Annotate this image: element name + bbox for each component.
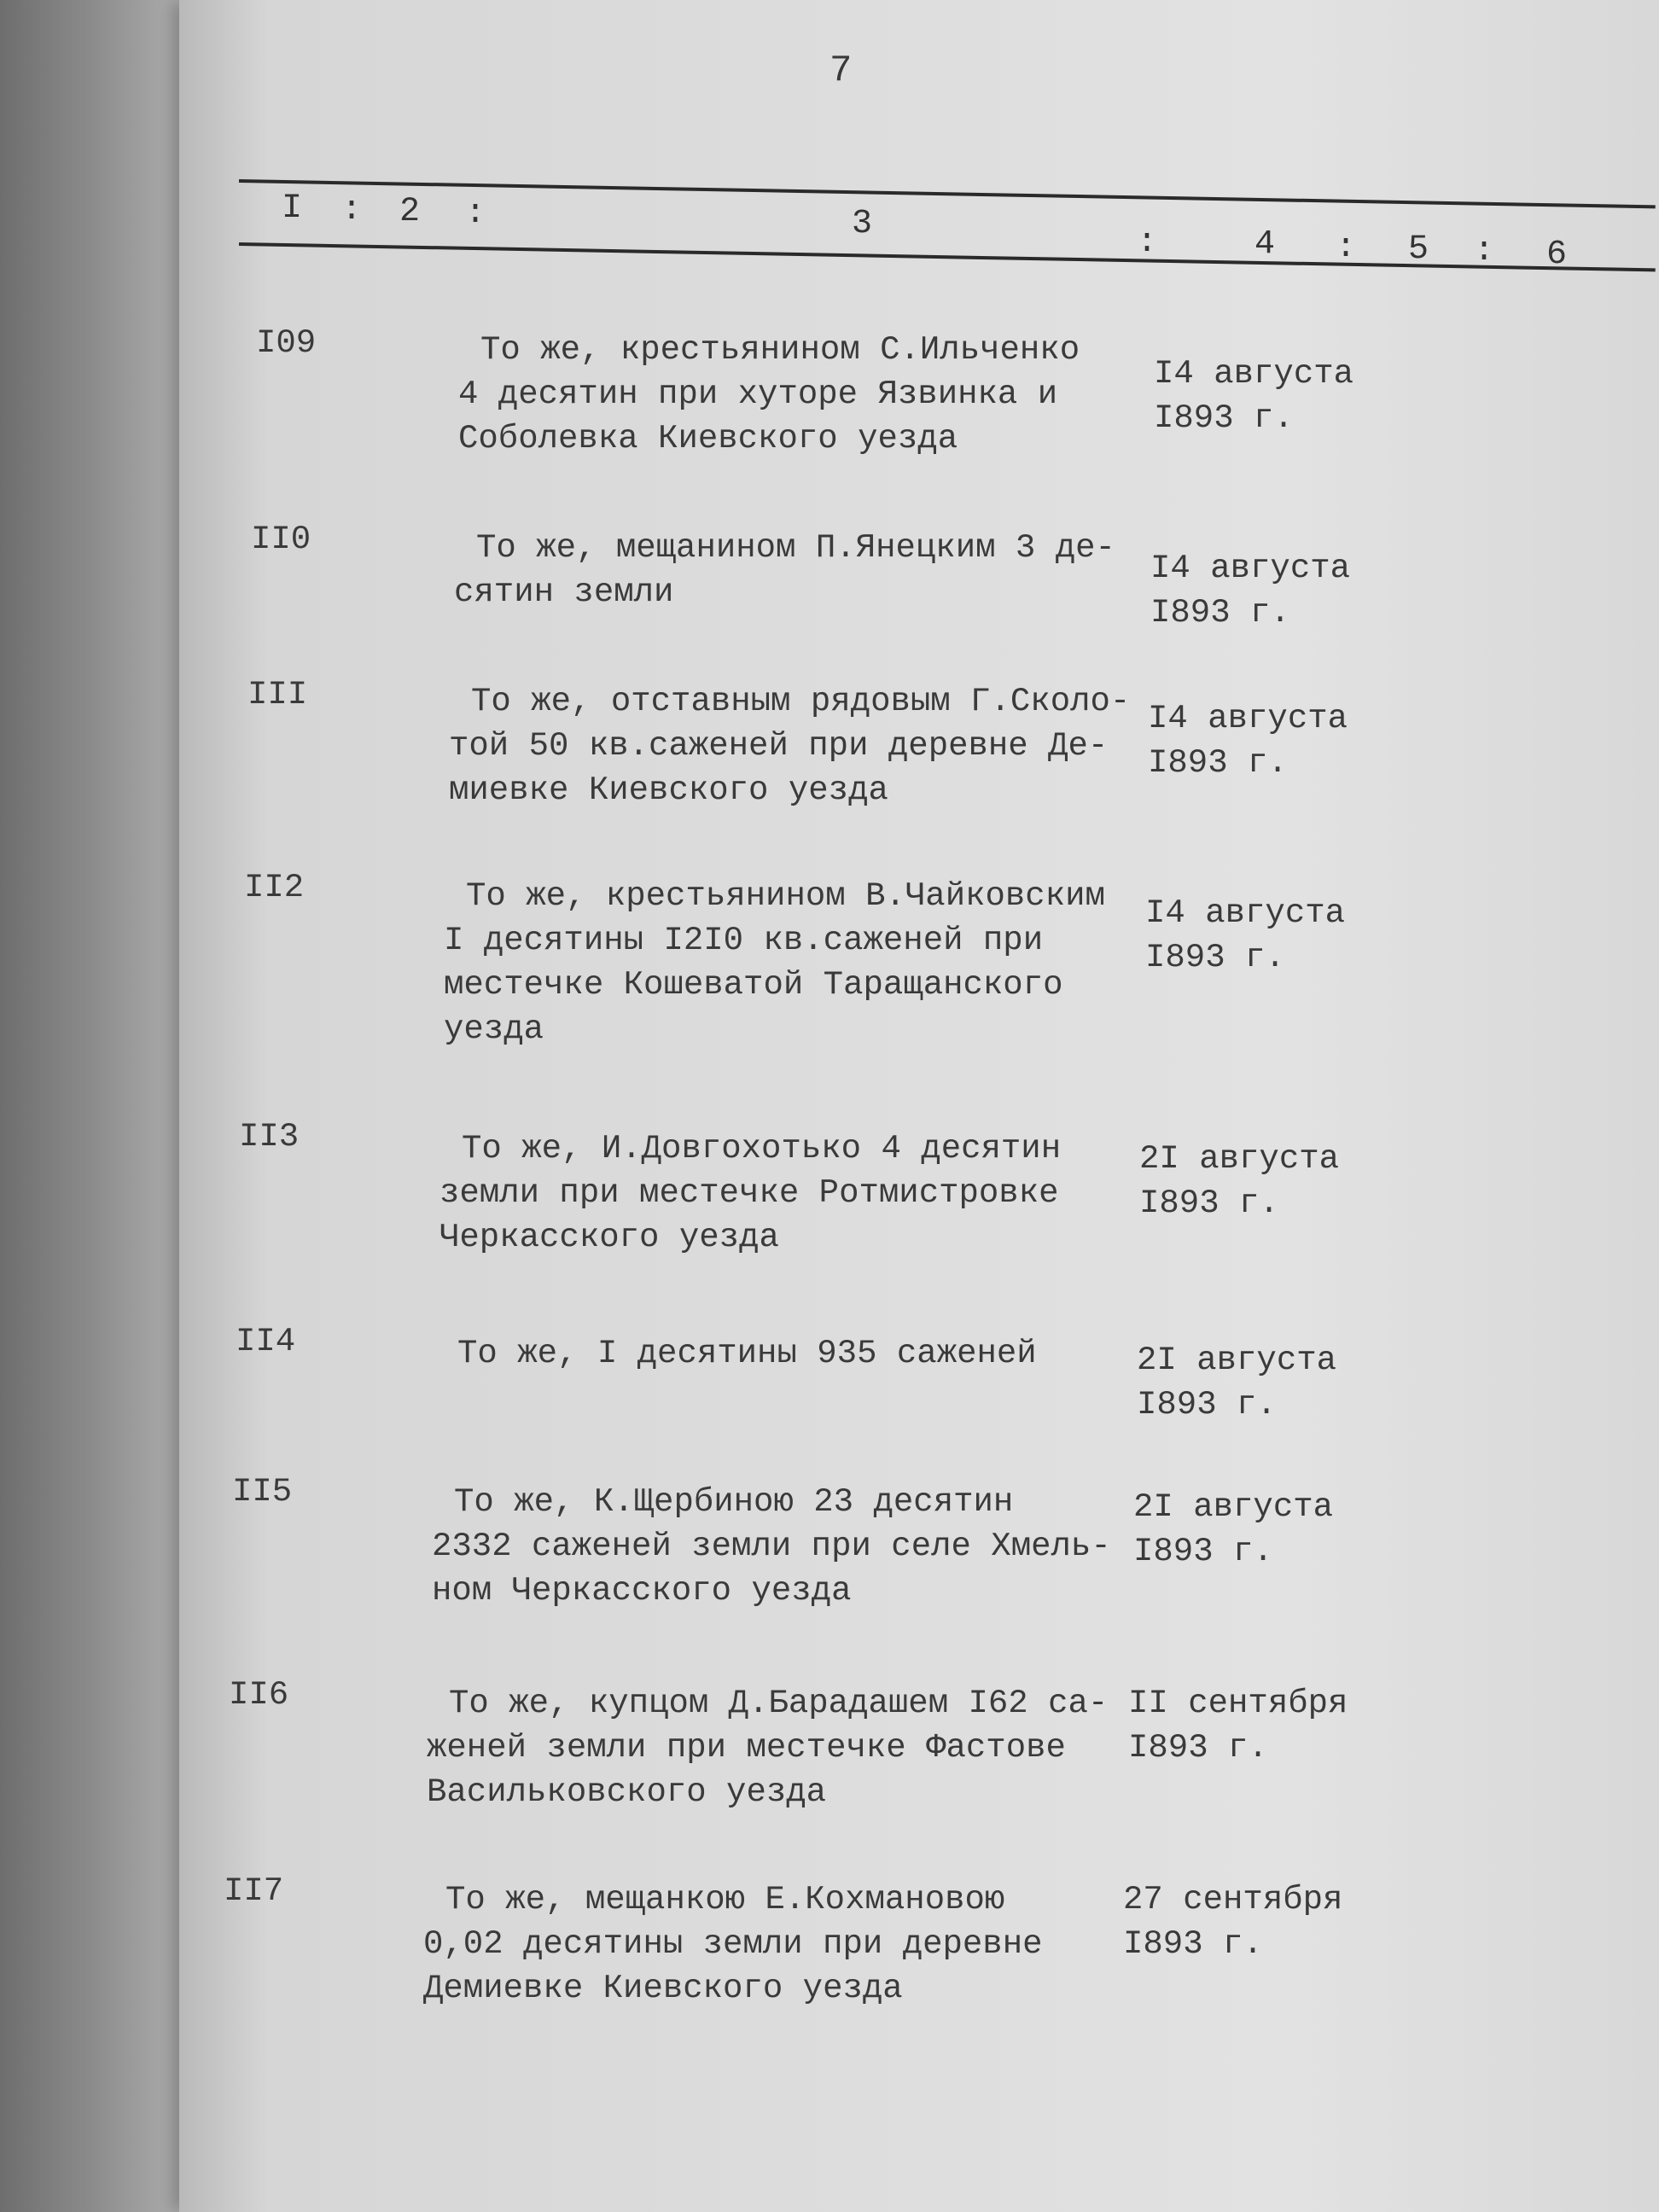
entry-date: I4 августа I893 г. <box>1145 894 1346 976</box>
entry-number: II4 <box>236 1323 296 1360</box>
entry-description: То же, мещанкою Е.Кохмановою 0,02 десятины земли при деревне Демиевке Киевского уезда <box>423 1881 1043 2007</box>
entry-description: То же, купцом Д.Барадашем I62 са- женей земли при местечке Фастове Васильковского уезда <box>427 1685 1109 1811</box>
entry-number: II7 <box>224 1872 284 1910</box>
entry-date: I4 августа I893 г. <box>1148 700 1348 782</box>
entry-description: То же, отставным рядовым Г.Сколо- той 50 кв.саженей при деревне Де- миевке Киевского уезда <box>449 683 1131 809</box>
column-separator: : <box>1137 224 1160 262</box>
column-separator: : <box>1474 232 1497 271</box>
column-header-1: I <box>282 189 305 228</box>
page-number: 7 <box>830 49 853 92</box>
book-binding-shadow <box>0 0 196 2212</box>
entry-description: То же, И.Довгохотько 4 десятин земли при местечке Ротмистровке Черкасского уезда <box>439 1130 1062 1256</box>
entry-number: II3 <box>239 1118 300 1155</box>
column-separator: : <box>465 195 488 233</box>
column-header-5: 5 <box>1408 230 1431 269</box>
entry-date: 27 сентября I893 г. <box>1123 1881 1343 1963</box>
column-header-4: 4 <box>1254 225 1278 264</box>
entry-date: I4 августа I893 г. <box>1154 355 1354 437</box>
entry-description: То же, I десятины 935 саженей <box>457 1335 1037 1372</box>
column-separator: : <box>341 191 364 230</box>
entry-number: II5 <box>232 1473 293 1511</box>
column-header-6: 6 <box>1546 236 1569 274</box>
entry-date: 2I августа I893 г. <box>1137 1342 1337 1423</box>
entry-description: То же, крестьянином С.Ильченко 4 десятин при хуторе Язвинка и Соболевка Киевского уезда <box>458 331 1080 457</box>
column-header-2: 2 <box>399 193 422 231</box>
entry-number: II6 <box>229 1676 289 1714</box>
column-header-3: 3 <box>852 205 875 243</box>
entry-number: II0 <box>251 521 311 558</box>
entry-date: 2I августа I893 г. <box>1139 1140 1340 1222</box>
entry-date: I4 августа I893 г. <box>1150 550 1351 632</box>
column-separator: : <box>1336 229 1359 267</box>
entry-number: I09 <box>256 324 317 362</box>
entry-date: 2I августа I893 г. <box>1133 1488 1334 1570</box>
entry-number: II2 <box>244 869 305 906</box>
entry-description: То же, К.Щербиною 23 десятин 2332 саженей земли при селе Хмель- ном Черкасского уезда <box>432 1483 1111 1610</box>
entry-description: То же, мещанином П.Янецким 3 де- сятин земли <box>454 529 1115 611</box>
entry-date: II сентября I893 г. <box>1128 1685 1348 1767</box>
entry-number: III <box>247 676 308 713</box>
entry-description: То же, крестьянином В.Чайковским I десятины I2I0 кв.саженей при местечке Кошеватой Таращанского уезда <box>444 877 1105 1048</box>
